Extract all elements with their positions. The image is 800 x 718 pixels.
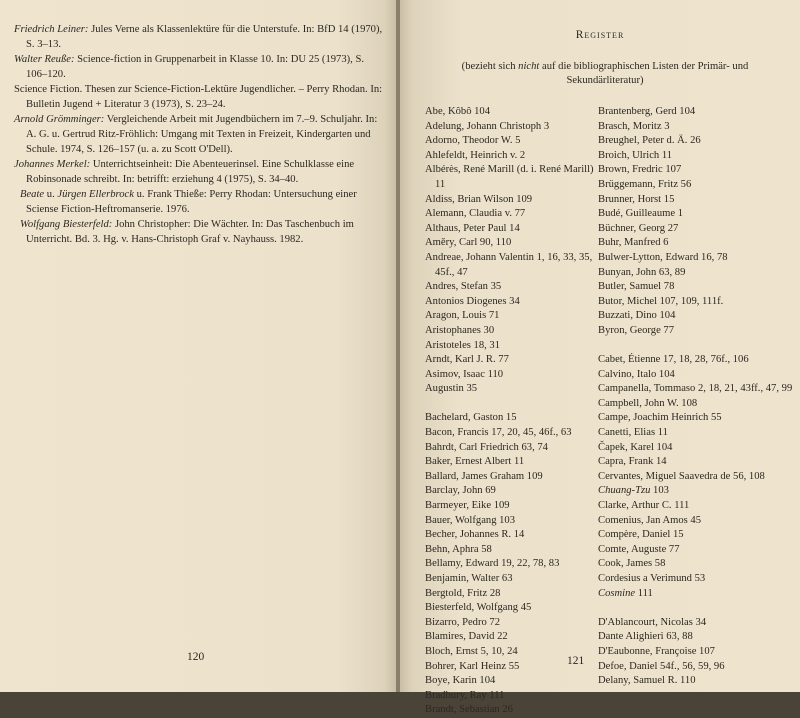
- index-entry: Brunner, Horst 15: [598, 193, 675, 205]
- index-entry: Clarke, Arthur C. 111: [598, 500, 690, 512]
- index-entry: Büchner, Georg 27: [598, 222, 679, 234]
- index-entry: Althaus, Peter Paul 14: [425, 222, 520, 234]
- index-entry: Benjamin, Walter 63: [425, 573, 513, 584]
- index-column-1: [425, 105, 597, 718]
- bib-entry: Friedrich Leiner: Jules Verne als Klassenlektüre für die Unterstufe. In: BfD 14 (1970), S. 3–13.: [14, 24, 383, 50]
- index-entry: Comenius, Jan Amos 45: [598, 514, 701, 526]
- index-entry: Budé, Guilleaume 1: [598, 208, 684, 220]
- index-entry: Delany, Samuel R. 110: [598, 675, 696, 687]
- index-entry: Bohrer, Karl Heinz 55: [425, 660, 520, 672]
- index-entry: Boye, Karin 104: [425, 675, 496, 687]
- index-entry: Aristoteles 18, 31: [425, 339, 501, 351]
- index-entry: Biesterfeld, Wolfgang 45: [425, 602, 532, 614]
- index-entry: Adelung, Johann Christoph 3: [425, 120, 550, 132]
- index-entry: Aragon, Louis 71: [425, 310, 500, 322]
- page-number-right: 121: [567, 655, 585, 667]
- index-entry: Bulwer-Lytton, Edward 16, 78: [598, 251, 728, 263]
- index-entry: Cosmine 111: [598, 587, 653, 599]
- index-entry-italic-name: Chuang-Tzu: [598, 485, 651, 497]
- index-entry: Dante Alighieri 63, 88: [598, 631, 693, 643]
- index-entry: Bauer, Wolfgang 103: [425, 514, 516, 526]
- index-entry: Andres, Stefan 35: [425, 281, 502, 293]
- index-entry: Buhr, Manfred 6: [598, 237, 669, 249]
- index-entry: Barmeyer, Eike 109: [425, 500, 510, 512]
- index-entry: Cabet, Étienne 17, 18, 28, 76f., 106: [598, 354, 749, 366]
- index-column-2: [598, 105, 793, 689]
- index-entry: D'Eaubonne, Françoise 107: [598, 645, 715, 657]
- index-entry: Bizarro, Pedro 72: [425, 616, 501, 628]
- bib-entry: Science Fiction. Thesen zur Science-Fiction-Lektüre Jugendlicher. – Perry Rhodan. In: Bulletin Jugend + Literatur 3 (1973), S. 23–24.: [14, 84, 383, 110]
- index-entry: Asimov, Isaac 110: [425, 368, 504, 380]
- index-entry: Buzzati, Dino 104: [598, 310, 676, 322]
- index-gap: [598, 601, 793, 616]
- index-entry: D'Ablancourt, Nicolas 34: [598, 616, 707, 628]
- index-entry: Antonios Diogenes 34: [425, 295, 520, 307]
- index-entry: Butor, Michel 107, 109, 111f.: [598, 295, 724, 307]
- index-entry: Bellamy, Edward 19, 22, 78, 83: [425, 558, 560, 570]
- index-entry: Čapek, Karel 104: [598, 441, 673, 453]
- right-page: [400, 0, 800, 716]
- index-entry: Capra, Frank 14: [598, 456, 667, 468]
- index-entry: Brasch, Moritz 3: [598, 120, 670, 132]
- index-entry: Aristophanes 30: [425, 324, 495, 336]
- index-entry: Defoe, Daniel 54f., 56, 59, 96: [598, 660, 725, 672]
- index-entry: Bunyan, John 63, 89: [598, 266, 686, 278]
- index-entry: Byron, George 77: [598, 324, 675, 336]
- bib-entry: Walter Reuße: Science-fiction in Gruppenarbeit in Klasse 10. In: DU 25 (1973), S. 106–120.: [14, 54, 365, 80]
- index-entry: Albérès, René Marill (d. i. René Marill) 11: [425, 164, 594, 190]
- index-entry: Bachelard, Gaston 15: [425, 412, 517, 424]
- index-entry: Adorno, Theodor W. 5: [425, 135, 521, 147]
- register-subtitle: (bezieht sich nicht auf die bibliographischen Listen der Primär- und Sekundärliteratur): [461, 61, 749, 86]
- index-entry: Comte, Auguste 77: [598, 543, 680, 555]
- index-entry: Brüggemann, Fritz 56: [598, 178, 692, 190]
- index-entry: Behn, Aphra 58: [425, 543, 492, 555]
- index-entry: Bacon, Francis 17, 20, 45, 46f., 63: [425, 427, 572, 439]
- index-gap: [598, 339, 793, 354]
- bib-entry: Beate u. Jürgen Ellerbrock u. Frank Thieße: Perry Rhodan: Untersuchung einer Sciense Fiction-Heftromanserie. 1976.: [20, 189, 357, 215]
- index-entry: Cordesius a Verimund 53: [598, 573, 706, 584]
- bib-entry: Johannes Merkel: Unterrichtseinheit: Die Abenteuerinsel. Eine Schulklasse eine Robinsonade schreibt. In: betrifft: erziehung 4 (1975), S. 34–40.: [14, 159, 355, 185]
- left-page: [0, 0, 396, 692]
- register-title: Register: [575, 29, 625, 41]
- index-entry: Alemann, Claudia v. 77: [425, 208, 526, 220]
- index-entry: Abe, Kôbô 104: [425, 106, 491, 117]
- index-entry: Arndt, Karl J. R. 77: [425, 354, 509, 366]
- index-entry: Broich, Ulrich 11: [598, 149, 673, 161]
- index-entry: Becher, Johannes R. 14: [425, 529, 525, 541]
- index-entry: Breughel, Peter d. Ä. 26: [598, 135, 701, 147]
- bib-entry: Wolfgang Biesterfeld: John Christopher: Die Wächter. In: Das Taschenbuch im Unterricht. Bd. 3. Hg. v. Hans-Christoph Graf v. Nayhauss. 1982.: [20, 219, 354, 245]
- index-entry: Compère, Daniel 15: [598, 529, 684, 541]
- index-entry: Cook, James 58: [598, 558, 666, 570]
- index-gap: [425, 397, 597, 412]
- index-entry: Ballard, James Graham 109: [425, 470, 543, 482]
- index-entry: Bahrdt, Carl Friedrich 63, 74: [425, 441, 548, 453]
- index-entry: Andreae, Johann Valentin 1, 16, 33, 35, 45f., 47: [425, 251, 593, 278]
- index-entry: Bradbury, Ray 111: [425, 689, 505, 701]
- index-entry: Chuang-Tzu 103: [598, 485, 669, 497]
- index-entry: Aldiss, Brian Wilson 109: [425, 193, 533, 205]
- index-entry: Bloch, Ernst 5, 10, 24: [425, 645, 518, 657]
- index-entry-italic-name: Cosmine: [598, 587, 636, 599]
- index-entry: Campe, Joachim Heinrich 55: [598, 412, 722, 424]
- index-entry: Campanella, Tommaso 2, 18, 21, 43ff., 47, 99: [598, 383, 793, 395]
- index-entry: Ahlefeldt, Heinrich v. 2: [425, 149, 526, 161]
- index-entry: Brown, Fredric 107: [598, 164, 682, 176]
- index-entry: Brandt, Sebastian 26: [425, 704, 513, 716]
- index-entry: Blamires, David 22: [425, 631, 508, 643]
- page-number-left: 120: [187, 651, 205, 663]
- index-entry: Barclay, John 69: [425, 485, 496, 497]
- bibliography-list: [14, 22, 384, 247]
- index-entry: Brantenberg, Gerd 104: [598, 106, 696, 117]
- index-entry: Bergtold, Fritz 28: [425, 587, 501, 599]
- index-entry: Cervantes, Miguel Saavedra de 56, 108: [598, 470, 765, 482]
- index-entry: Butler, Samuel 78: [598, 281, 675, 293]
- bib-entry: Arnold Grömminger: Vergleichende Arbeit mit Jugendbüchern im 7.–9. Schuljahr. In: A. G. u. Gertrud Ritz-Fröhlich: Umgang mit Texten in Freizeit, Kindergarten und Schule. 1974, S. 126–157 (u. a. zu Scott O'Dell).: [14, 114, 378, 155]
- index-entry: Calvino, Italo 104: [598, 368, 675, 380]
- index-entry: Augustin 35: [425, 383, 478, 395]
- index-entry: Canetti, Elias 11: [598, 427, 668, 439]
- index-entry: Aměry, Carl 90, 110: [425, 237, 512, 249]
- index-entry: Baker, Ernest Albert 11: [425, 456, 525, 468]
- index-entry: Campbell, John W. 108: [598, 397, 698, 409]
